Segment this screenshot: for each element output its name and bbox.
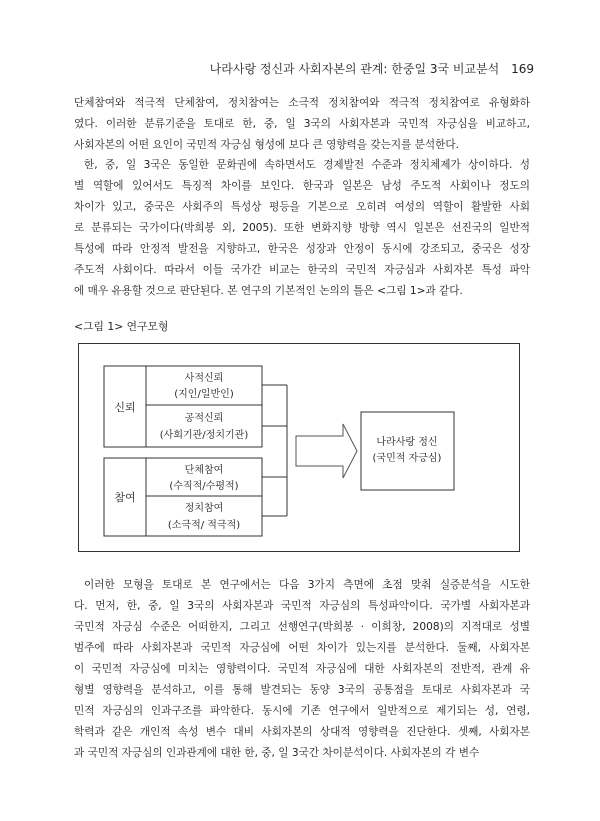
political-participation-sub: (소극적/ 적극적) [167,520,241,531]
figure-caption: <그림 1> 연구모형 [74,320,169,333]
text-line: 한, 중, 일 3국은 동일한 문화권에 속하면서도 경제발전 수준과 정치체제가 상이하다. 성 [84,159,530,171]
arrow-icon [296,424,357,478]
group-participation-sub: (수직적/수평적) [169,481,239,492]
public-trust-title: 공적신뢰 [184,413,224,424]
text-line: 사회자본의 어떤 요인이 국민적 자긍심 형성에 보다 큰 영향력을 갖는지를 분석한다. [74,139,459,151]
research-model-figure [78,343,520,552]
running-title: 나라사랑 정신과 사회자본의 관계: 한중일 3국 비교분석 [209,62,500,76]
paragraph-2 [74,155,530,302]
text-line: 민적 자긍심의 인과구조를 파악한다. 동시에 기존 연구에서 일반적으로 제기되는 성, 연령, [74,705,530,717]
participation-group-label: 참여 [114,491,136,504]
private-trust-sub: (지인/일반인) [174,389,234,400]
text-line: 단체참여와 적극적 단체참여, 정치참여는 소극적 정치참여와 적극적 정치참여로 유형화하 [74,97,530,109]
paragraph-3 [74,575,530,764]
outcome-sub: (국민적 자긍심) [372,453,442,464]
text-line: 이 국민적 자긍심에 미치는 영향력이다. 국민적 자긍심에 대한 사회자본의 전반적, 관계 유 [74,663,530,675]
private-trust-title: 사적신뢰 [184,373,224,384]
political-participation-title: 정치참여 [184,503,224,514]
text-line: 로 분류되는 국가이다(박희봉 외, 2005). 또한 변화지향 방향 역시 일본은 선진국의 일반적 [74,222,530,234]
text-line: 다. 먼저, 한, 중, 일 3국의 사회자본과 국민적 자긍심의 특성파악이다. 국가별 사회자본과 [74,600,530,612]
text-line: 형별 영향력을 분석하고, 이를 통해 발견되는 동양 3국의 공통점을 토대로 사회자본과 국 [74,684,530,696]
text-line: 특성에 따라 안정적 발전을 지향하고, 한국은 성장과 안정이 동시에 강조되고, 중국은 성장 [74,243,530,255]
text-line: 범주에 따라 사회자본과 국민적 자긍심에 어떤 차이가 있는지를 분석한다. 둘째, 사회자본 [74,642,530,654]
running-header [74,60,534,77]
trust-group-label: 신뢰 [114,401,136,414]
text-line: 차이가 있고, 중국은 사회주의 특성상 평등을 기본으로 오히려 여성의 역할이 활발한 사회 [74,201,530,213]
research-model-diagram [79,344,521,553]
text-line: 에 매우 유용할 것으로 판단된다. 본 연구의 기본적인 논의의 틀은 <그림 1>과 같다. [74,285,463,297]
text-line: 국민적 자긍심 수준은 어떠한지, 그리고 선행연구(박희봉 · 이희창, 2008)의 지적대로 성별 [74,621,530,633]
text-line: 별 역할에 있어서도 특징적 차이를 보인다. 한국과 일본은 남성 주도적 사회이나 정도의 [74,180,530,192]
public-trust-sub: (사회기관/정치기관) [159,430,249,441]
outcome-title: 나라사랑 정신 [376,437,438,448]
outcome-box [361,412,454,490]
text-line: 주도적 사회이다. 따라서 이들 국가간 비교는 한국의 국민적 자긍심과 사회자본 특성 파악 [74,264,530,276]
page-number: 169 [511,62,534,76]
paragraph-1 [74,93,530,156]
text-line: 과 국민적 자긍심의 인과관계에 대한 한, 중, 일 3국간 차이분석이다. 사회자본의 각 변수 [74,747,480,759]
group-participation-title: 단체참여 [184,465,224,476]
text-line: 였다. 이러한 분류기준을 토대로 한, 중, 일 3국의 사회자본과 국민적 자긍심을 비교하고, [74,118,530,130]
text-line: 학력과 같은 개인적 속성 변수 대비 사회자본의 상대적 영향력을 진단한다. 셋째, 사회자본 [74,726,530,738]
text-line: 이러한 모형을 토대로 본 연구에서는 다음 3가지 측면에 초점 맞춰 실증분석을 시도한 [84,579,530,591]
